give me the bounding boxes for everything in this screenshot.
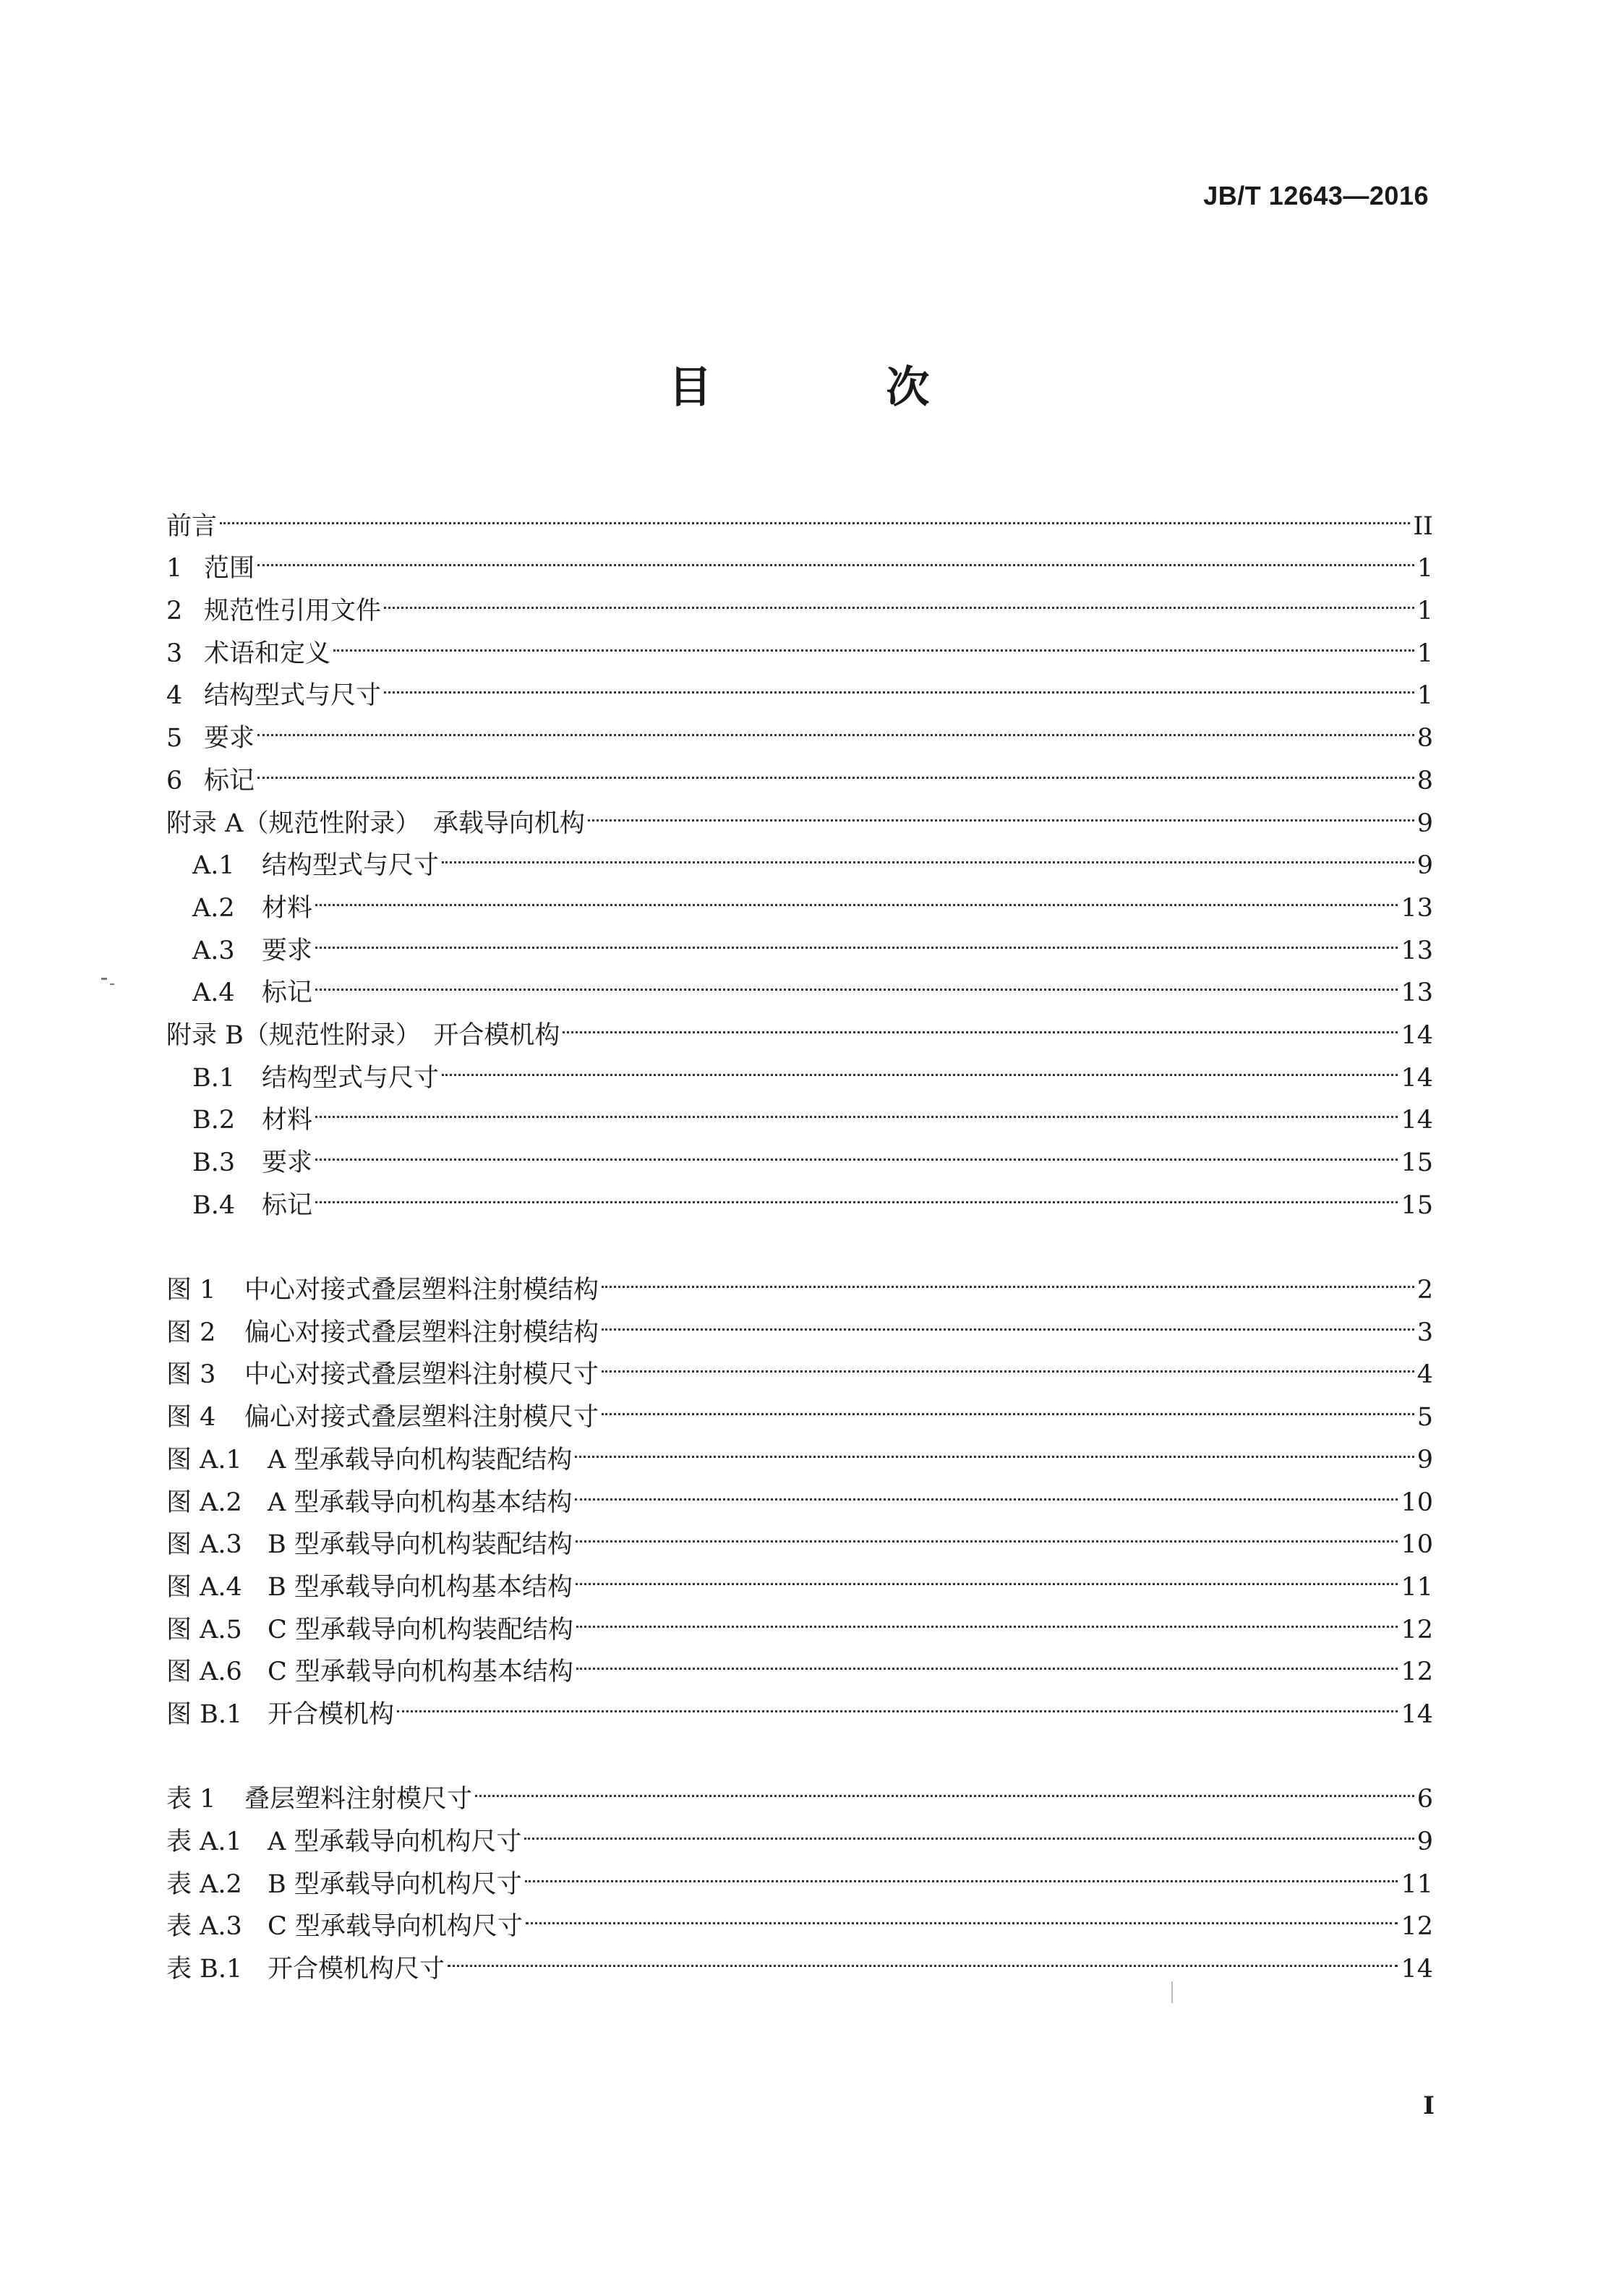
table-label: 叠层塑料注射模尺寸 — [244, 1785, 473, 1814]
scan-speck — [101, 978, 107, 980]
figure-page: 10 — [1401, 1488, 1433, 1517]
toc-entry[interactable] — [166, 576, 1433, 626]
leader-dots — [384, 662, 1414, 704]
table-page: 12 — [1401, 1912, 1433, 1942]
figure-number: 图 A.1 — [166, 1445, 242, 1475]
toc-label: 标记 — [262, 1190, 313, 1220]
toc-entry[interactable] — [166, 959, 1433, 1008]
figure-number: 图 A.3 — [166, 1530, 242, 1560]
toc-number: A.1 — [192, 851, 235, 881]
figure-entry[interactable] — [166, 1255, 1433, 1305]
figure-page: 10 — [1401, 1530, 1433, 1560]
toc-label: 要求 — [262, 1148, 313, 1177]
toc-label: 范围 — [204, 554, 255, 584]
section-gap — [166, 1213, 1433, 1256]
toc-number: B.3 — [192, 1148, 236, 1177]
leader-dots — [524, 1807, 1414, 1850]
toc-entry[interactable] — [166, 662, 1433, 711]
leader-dots — [526, 1892, 1398, 1935]
toc-label: 附录 B（规范性附录） 开合模机构 — [166, 1020, 560, 1050]
toc-page: 15 — [1401, 1148, 1433, 1177]
leader-dots — [475, 1765, 1414, 1808]
toc-number: 3 — [166, 639, 183, 668]
figure-page: 12 — [1401, 1657, 1433, 1687]
table-entry[interactable] — [166, 1765, 1433, 1814]
toc-page: 1 — [1416, 597, 1433, 626]
toc-label: 结构型式与尺寸 — [262, 851, 440, 881]
figure-number: 图 A.4 — [166, 1572, 242, 1602]
table-page: 9 — [1416, 1827, 1433, 1856]
figure-page: 9 — [1416, 1445, 1433, 1475]
toc-page: 14 — [1401, 1106, 1433, 1135]
leader-dots — [397, 1680, 1398, 1723]
leader-dots — [220, 492, 1410, 534]
figure-label: C 型承载导向机构基本结构 — [268, 1657, 573, 1687]
table-page: 11 — [1401, 1869, 1433, 1899]
figure-number: 图 2 — [166, 1318, 216, 1347]
leader-dots — [442, 1044, 1398, 1086]
toc-page: 9 — [1416, 808, 1433, 838]
table-number: 表 A.2 — [166, 1869, 242, 1899]
table-label: A 型承载导向机构尺寸 — [268, 1827, 522, 1856]
leader-dots — [315, 874, 1398, 916]
toc-page: 13 — [1401, 978, 1433, 1008]
figure-page: 12 — [1401, 1615, 1433, 1644]
leader-dots — [575, 1468, 1398, 1511]
table-number: 表 A.1 — [166, 1827, 242, 1856]
leader-dots — [563, 1001, 1398, 1044]
scan-speck — [1171, 1981, 1173, 2003]
figure-label: 中心对接式叠层塑料注射模结构 — [244, 1276, 599, 1305]
toc-page: 1 — [1416, 681, 1433, 711]
leader-dots — [576, 1511, 1398, 1553]
toc-label: 附录 A（规范性附录） 承载导向机构 — [166, 808, 585, 838]
toc-label: 材料 — [262, 1106, 313, 1135]
toc-entry[interactable] — [166, 1128, 1433, 1177]
toc-page: 8 — [1416, 766, 1433, 795]
leader-dots — [575, 1425, 1414, 1468]
toc-page: 14 — [1401, 1063, 1433, 1093]
leader-dots — [384, 576, 1414, 619]
toc-entry[interactable] — [166, 789, 1433, 838]
table-number: 表 B.1 — [166, 1955, 243, 1984]
figure-page: 2 — [1416, 1276, 1433, 1305]
leader-dots — [525, 1850, 1398, 1892]
figure-number: 图 A.5 — [166, 1615, 242, 1644]
toc-number: B.4 — [192, 1190, 236, 1220]
leader-dots — [315, 959, 1398, 1002]
toc-entry[interactable] — [166, 1086, 1433, 1135]
toc-page: 1 — [1416, 639, 1433, 668]
toc-label: 材料 — [262, 893, 313, 923]
leader-dots — [576, 1638, 1398, 1681]
table-label: C 型承载导向机构尺寸 — [268, 1912, 523, 1942]
leader-dots — [602, 1298, 1414, 1341]
figure-label: B 型承载导向机构基本结构 — [268, 1572, 573, 1602]
table-number: 表 1 — [166, 1785, 216, 1814]
toc-page: 8 — [1416, 724, 1433, 754]
figure-label: 偏心对接式叠层塑料注射模尺寸 — [244, 1403, 599, 1433]
figure-label: B 型承载导向机构装配结构 — [268, 1530, 573, 1560]
page-title: 目 次 — [668, 362, 1009, 413]
toc-number: 2 — [166, 597, 183, 626]
table-label: B 型承载导向机构尺寸 — [268, 1869, 522, 1899]
toc-page: 9 — [1416, 851, 1433, 881]
toc-page: 13 — [1401, 893, 1433, 923]
toc-number: B.1 — [192, 1063, 236, 1093]
toc-entry[interactable] — [166, 1001, 1433, 1050]
table-of-contents — [166, 492, 1433, 1984]
toc-entry[interactable] — [166, 619, 1433, 668]
toc-entry[interactable] — [166, 534, 1433, 584]
leader-dots — [315, 916, 1398, 959]
figure-number: 图 A.2 — [166, 1488, 242, 1517]
toc-label: 标记 — [262, 978, 313, 1008]
toc-label: 前言 — [166, 511, 218, 541]
figure-label: A 型承载导向机构基本结构 — [268, 1488, 573, 1517]
leader-dots — [588, 789, 1414, 832]
figure-number: 图 1 — [166, 1276, 216, 1305]
table-page: 6 — [1416, 1785, 1433, 1814]
toc-page: 15 — [1401, 1190, 1433, 1220]
leader-dots — [602, 1383, 1414, 1425]
leader-dots — [576, 1553, 1398, 1595]
leader-dots — [442, 832, 1414, 874]
toc-page: 13 — [1401, 936, 1433, 965]
toc-label: 要求 — [262, 936, 313, 965]
scan-speck — [110, 983, 114, 985]
page-number: I — [1423, 2091, 1435, 2120]
toc-number: 5 — [166, 724, 183, 754]
figure-number: 图 B.1 — [166, 1699, 243, 1729]
figure-page: 14 — [1401, 1699, 1433, 1729]
leader-dots — [315, 1171, 1398, 1213]
toc-page: 1 — [1416, 554, 1433, 584]
figure-page: 4 — [1416, 1360, 1433, 1390]
figure-label: 中心对接式叠层塑料注射模尺寸 — [244, 1360, 599, 1390]
standard-code: JB/T 12643—2016 — [1203, 181, 1429, 210]
toc-number: A.4 — [192, 978, 235, 1008]
leader-dots — [448, 1934, 1398, 1977]
toc-entry[interactable] — [166, 874, 1433, 923]
table-label: 开合模机构尺寸 — [268, 1955, 445, 1984]
leader-dots — [315, 1086, 1398, 1129]
leader-dots — [257, 746, 1414, 789]
table-number: 表 A.3 — [166, 1912, 242, 1942]
toc-label: 结构型式与尺寸 — [204, 681, 382, 711]
toc-entry[interactable] — [166, 1171, 1433, 1220]
leader-dots — [315, 1128, 1398, 1171]
toc-number: A.2 — [192, 893, 235, 923]
leader-dots — [576, 1595, 1398, 1638]
leader-dots — [602, 1255, 1414, 1298]
toc-label: 术语和定义 — [204, 639, 331, 668]
leader-dots — [257, 704, 1414, 746]
figure-label: A 型承载导向机构装配结构 — [268, 1445, 573, 1475]
toc-page: II — [1413, 511, 1433, 541]
figure-number: 图 A.6 — [166, 1657, 242, 1687]
toc-entry[interactable] — [166, 492, 1433, 541]
figure-number: 图 3 — [166, 1360, 216, 1390]
figure-label: C 型承载导向机构装配结构 — [268, 1615, 573, 1644]
figure-label: 开合模机构 — [268, 1699, 395, 1729]
toc-number: 4 — [166, 681, 183, 711]
figure-number: 图 4 — [166, 1403, 216, 1433]
toc-entry[interactable] — [166, 704, 1433, 754]
toc-number: 6 — [166, 766, 183, 795]
toc-number: 1 — [166, 554, 183, 584]
toc-label: 要求 — [204, 724, 255, 754]
toc-number: B.2 — [192, 1106, 236, 1135]
table-page: 14 — [1401, 1955, 1433, 1984]
toc-number: A.3 — [192, 936, 235, 965]
toc-entry[interactable] — [166, 916, 1433, 965]
leader-dots — [602, 1341, 1414, 1383]
toc-label: 规范性引用文件 — [204, 597, 382, 626]
leader-dots — [257, 534, 1414, 577]
leader-dots — [333, 619, 1414, 662]
toc-label: 结构型式与尺寸 — [262, 1063, 440, 1093]
toc-entry[interactable] — [166, 746, 1433, 795]
toc-label: 标记 — [204, 766, 255, 795]
figure-page: 11 — [1401, 1572, 1433, 1602]
toc-page: 14 — [1401, 1020, 1433, 1050]
figure-label: 偏心对接式叠层塑料注射模结构 — [244, 1318, 599, 1347]
figure-page: 5 — [1416, 1403, 1433, 1433]
figure-page: 3 — [1416, 1318, 1433, 1347]
